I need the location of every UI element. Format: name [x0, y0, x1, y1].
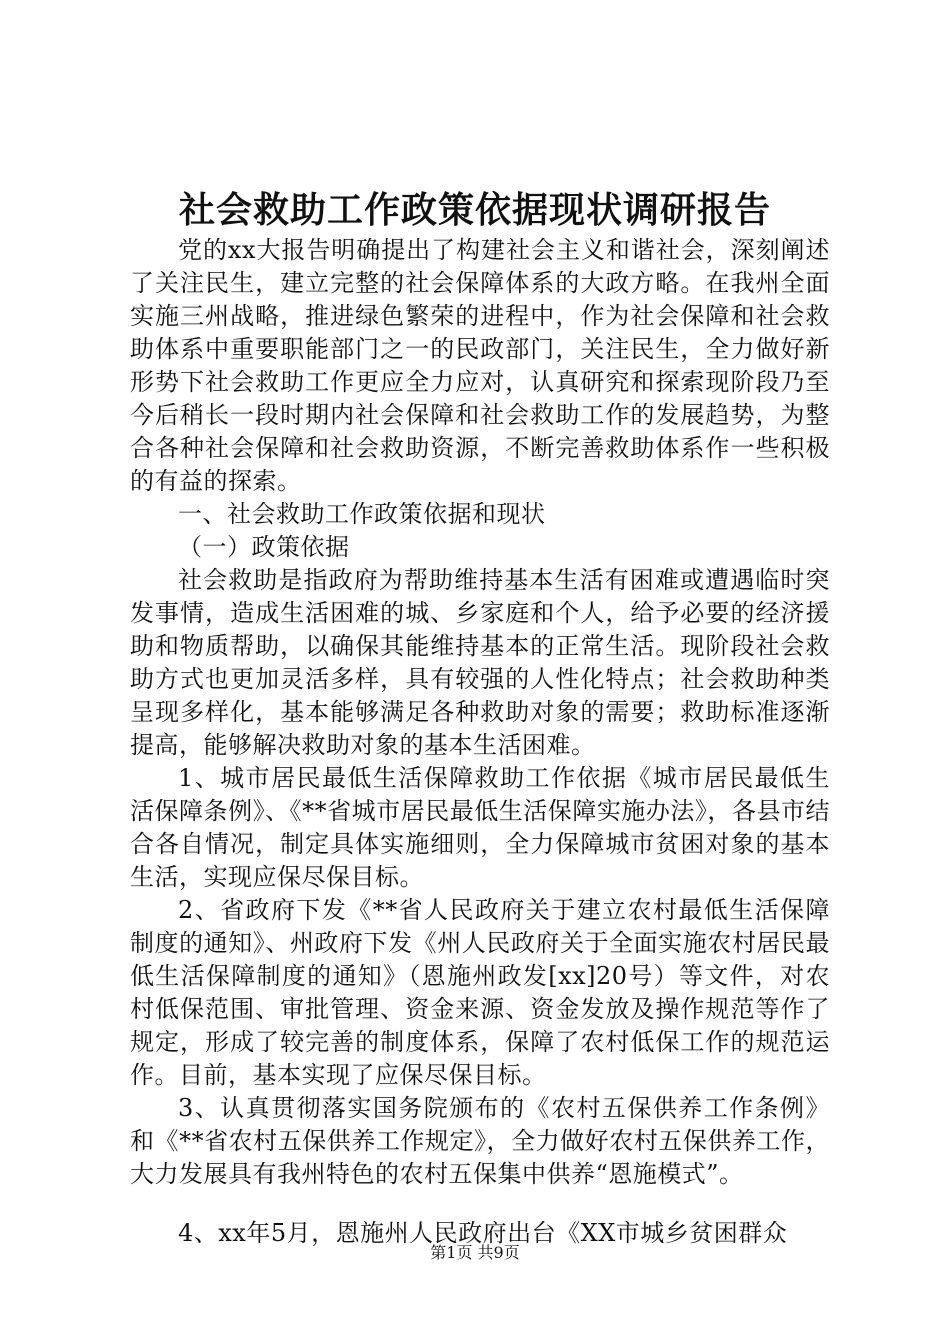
subsection-heading: （一）政策依据	[178, 533, 350, 561]
page-number: 第1页 共9页	[430, 1243, 520, 1262]
list-item-1: 1、城市居民最低生活保障救助工作依据《城市居民最低生活保障条例》、《**省城市居民最低生活保障实施办法》，各县市结合各自情况，制定具体实施细则，全力保障城市贫困对象的基本生活，实现应保尽保目标。	[130, 764, 830, 891]
document-body	[130, 234, 830, 1250]
paragraph-definition: 社会救助是指政府为帮助维持基本生活有困难或遭遇临时突发事情，造成生活困难的城、乡家庭和个人，给予必要的经济援助和物质帮助，以确保其能维持基本的正常生活。现阶段社会救助方式也更加灵活多样，具有较强的人性化特点；社会救助种类呈现多样化，基本能够满足各种救助对象的需要；救助标准逐渐提高，能够解决救助对象的基本生活困难。	[130, 566, 830, 759]
list-item-3: 3、认真贯彻落实国务院颁布的《农村五保供养工作条例》和《**省农村五保供养工作规定》，全力做好农村五保供养工作，大力发展具有我州特色的农村五保集中供养“恩施模式”。	[130, 1094, 830, 1188]
paragraph-intro: 党的xx大报告明确提出了构建社会主义和谐社会，深刻阐述了关注民生，建立完整的社会保障体系的大政方略。在我州全面实施三州战略，推进绿色繁荣的进程中，作为社会保障和社会救助体系中重要职能部门之一的民政部门，关注民生，全力做好新形势下社会救助工作更应全力应对，认真研究和探索现阶段乃至今后稍长一段时期内社会保障和社会救助工作的发展趋势，为整合各种社会保障和社会救助资源，不断完善救助体系作一些积极的有益的探索。	[130, 236, 830, 495]
list-item-2: 2、省政府下发《**省人民政府关于建立农村最低生活保障制度的通知》、州政府下发《州人民政府关于全面实施农村居民最低生活保障制度的通知》（恩施州政发[xx]20号）等文件，对农村低保范围、审批管理、资金来源、资金发放及操作规范等作了规定，形成了较完善的制度体系，保障了农村低保工作的规范运作。目前，基本实现了应保尽保目标。	[130, 896, 830, 1089]
list-item-4: 4、xx年5月，恩施州人民政府出台《XX市城乡贫困群众	[178, 1219, 788, 1247]
document-title: 社会救助工作政策依据现状调研报告	[178, 189, 771, 231]
section-heading: 一、社会救助工作政策依据和现状	[178, 500, 546, 528]
